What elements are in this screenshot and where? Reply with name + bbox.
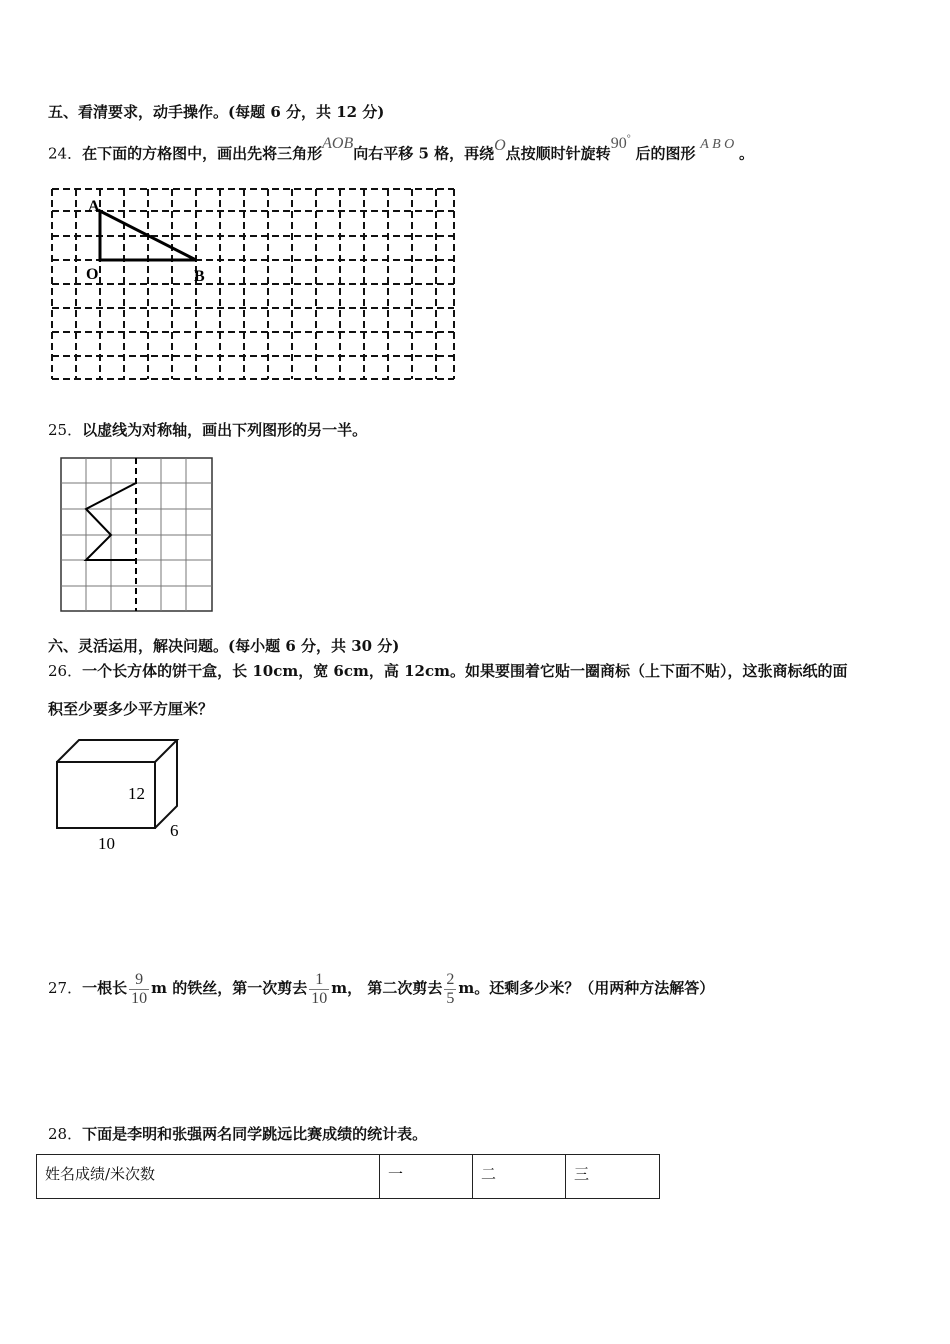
question-25 xyxy=(48,420,367,440)
q24-text-end: 。 xyxy=(739,144,755,163)
dim-height: 12 xyxy=(128,784,145,803)
q24-math-result: A B O xyxy=(700,137,735,153)
q27-frac2-num: 1 xyxy=(309,971,329,990)
table-header-row xyxy=(37,1155,660,1199)
q27-frac2-den: 10 xyxy=(311,989,328,1007)
q24-math-aob: AOB xyxy=(322,135,354,153)
q25-number: 25． xyxy=(48,421,83,439)
q26-text-line-2: 积至少要多少平方厘米？ xyxy=(48,700,214,718)
label-o: O xyxy=(86,266,99,283)
table-header-cell: 二 xyxy=(473,1155,566,1199)
q24-math-deg-sup: ° xyxy=(626,134,631,145)
q27-frac3-num: 2 xyxy=(446,970,455,988)
dim-width: 6 xyxy=(170,821,179,840)
q27-fraction-1 xyxy=(129,971,149,1008)
q24-math-deg: 90 xyxy=(610,135,627,153)
q27-number: 27． xyxy=(48,979,83,997)
q24-text-b: 向右平移 5 格，再绕 xyxy=(353,144,495,163)
q24-text-d: 后的图形 xyxy=(635,144,696,163)
q24-number: 24． xyxy=(48,144,83,163)
question-28 xyxy=(48,1124,427,1144)
q27-text-b: m 的铁丝，第一次剪去 xyxy=(151,979,308,997)
question-24 xyxy=(48,134,755,165)
q24-math-o: O xyxy=(494,137,506,155)
q24-text-a: 在下面的方格图中，画出先将三角形 xyxy=(82,144,323,163)
section-6-title: 六、灵活运用，解决问题。(每小题 6 分，共 30 分) xyxy=(48,637,400,655)
label-a: A xyxy=(88,198,100,215)
q24-grid-figure xyxy=(48,185,460,385)
q28-number: 28． xyxy=(48,1125,83,1143)
q27-fraction-3 xyxy=(444,971,456,1008)
dim-length: 10 xyxy=(98,834,115,853)
q26-cuboid-figure xyxy=(50,735,200,860)
q24-text-c: 点按顺时针旋转 xyxy=(505,144,611,163)
table-header-cell: 一 xyxy=(380,1155,473,1199)
q25-symmetry-grid xyxy=(58,455,218,615)
q27-text-a: 一根长 xyxy=(82,979,128,997)
q27-frac1-den: 10 xyxy=(131,989,148,1007)
q27-text-d: m。还剩多少米？（用两种方法解答） xyxy=(458,979,715,997)
question-26-line-1 xyxy=(48,661,847,681)
q27-frac1-num: 9 xyxy=(129,971,149,990)
label-b: B xyxy=(194,268,205,285)
q26-number: 26． xyxy=(48,662,83,680)
q28-text: 下面是李明和张强两名同学跳远比赛成绩的统计表。 xyxy=(82,1125,428,1143)
q26-text-line-1: 一个长方体的饼干盒，长 10cm，宽 6cm，高 12cm。如果要围着它贴一圈商标（上下面不贴），这张商标纸的面 xyxy=(82,662,848,680)
table-header-cell: 姓名成绩/米次数 xyxy=(37,1155,380,1199)
question-27 xyxy=(48,968,714,1008)
q27-frac3-den: 5 xyxy=(446,989,455,1007)
section-5-title: 五、看清要求，动手操作。(每题 6 分，共 12 分) xyxy=(48,103,385,121)
triangle-aob xyxy=(100,211,196,260)
q27-fraction-2 xyxy=(309,971,329,1008)
q27-text-c: m， 第二次剪去 xyxy=(331,979,443,997)
score-table xyxy=(36,1154,660,1199)
q25-text: 以虚线为对称轴，画出下列图形的另一半。 xyxy=(82,421,368,439)
table-header-cell: 三 xyxy=(566,1155,660,1199)
